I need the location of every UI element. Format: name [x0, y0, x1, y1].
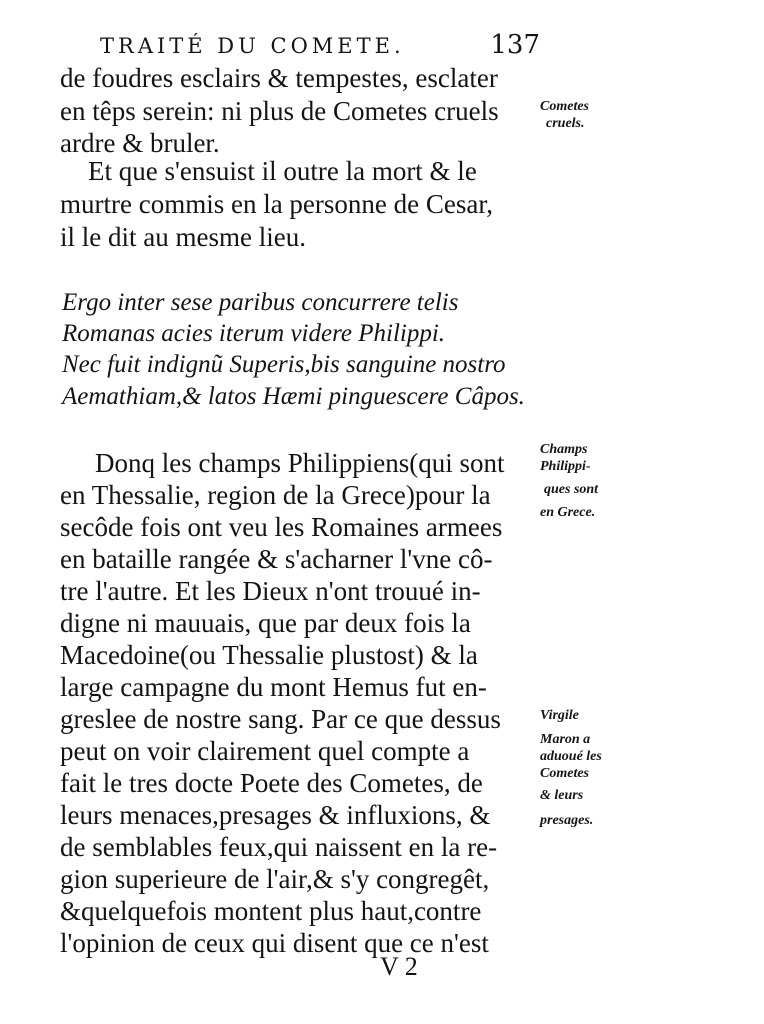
verse-line: Nec fuit indignũ Superis,bis sanguine nostro — [62, 351, 506, 378]
text-line: peut on voir clairement quel compte a — [60, 736, 470, 766]
text-line: de semblables feux,qui naissent en la re- — [60, 832, 498, 862]
text-line: de foudres esclairs & tempestes, esclater — [60, 63, 498, 93]
text-line: digne ni mauuais, que par deux fois la — [60, 608, 471, 638]
text-line: gion superieure de l'air,& s'y congregêt, — [60, 864, 490, 894]
text-line: secôde fois ont veu les Romaines armees — [60, 512, 503, 542]
text-line: ardre & bruler. — [60, 128, 220, 158]
text-line: en bataille rangée & s'acharner l'vne cô- — [60, 544, 493, 574]
text-line: leurs menaces,presages & influxions, & — [60, 800, 491, 830]
page-header — [100, 28, 540, 64]
text-line: en têps serein: ni plus de Cometes cruels — [60, 96, 499, 126]
running-title: TRAITÉ DU COMETE. — [100, 34, 405, 58]
text-line: il le dit au mesme lieu. — [60, 222, 306, 252]
verse-line: Aemathiam,& latos Hæmi pinguescere Câpos. — [62, 383, 525, 410]
marginal-note-cometes-cruels: Cometes cruels. — [540, 99, 589, 131]
text-line: &quelquefois montent plus haut,contre — [60, 896, 482, 926]
verse-line: Romanas acies iterum videre Philippi. — [62, 320, 446, 347]
text-line: greslee de nostre sang. Par ce que dessus — [60, 704, 501, 734]
text-line: large campagne du mont Hemus fut en- — [60, 672, 487, 702]
text-line: Et que s'ensuist il outre la mort & le — [88, 156, 477, 186]
signature-mark: V 2 — [380, 952, 418, 981]
text-line: en Thessalie, region de la Grece)pour la — [60, 480, 491, 510]
text-line: fait le tres docte Poete des Cometes, de — [60, 768, 483, 798]
marginal-note-virgile-maron: Virgile Maron a aduoué les Cometes & leurs presages. — [540, 708, 602, 828]
text-line: tre l'autre. Et les Dieux n'ont trouué in- — [60, 576, 481, 606]
marginal-note-champs-philippiques: Champs Philippi- ques sont en Grece. — [540, 442, 599, 520]
text-line: Macedoine(ou Thessalie plustost) & la — [60, 640, 478, 670]
text-line: l'opinion de ceux qui disent que ce n'est — [60, 928, 489, 958]
text-line: Donq les champs Philippiens(qui sont — [95, 448, 505, 478]
text-line: murtre commis en la personne de Cesar, — [60, 189, 494, 219]
page-number: 137 — [490, 30, 540, 60]
verse-line: Ergo inter sese paribus concurrere telis — [62, 289, 459, 316]
